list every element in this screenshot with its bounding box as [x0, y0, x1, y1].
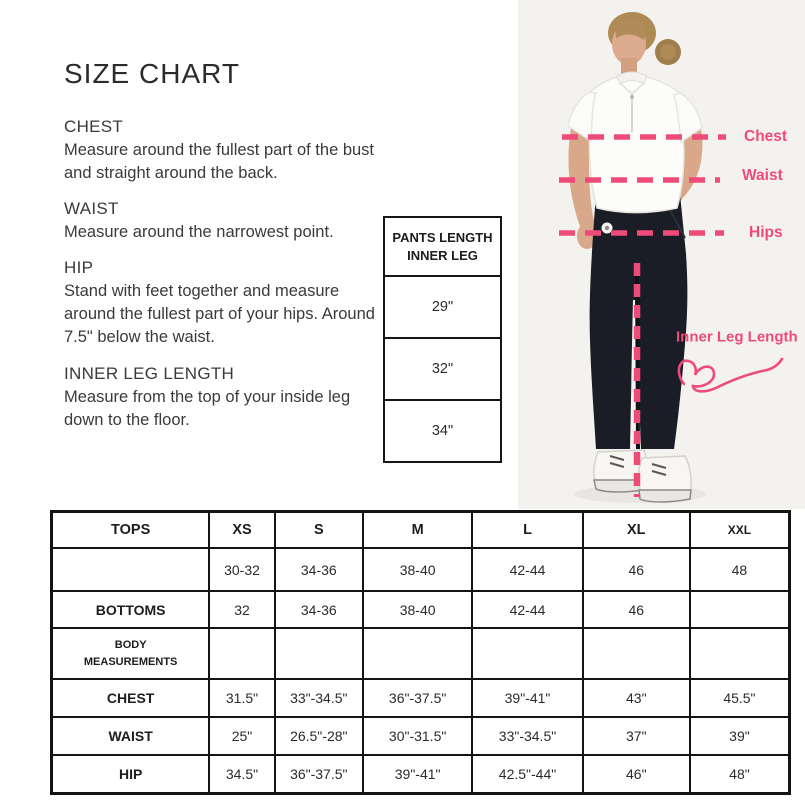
size-table-col-header: L	[473, 513, 583, 549]
size-table-row-label	[53, 549, 210, 592]
size-table-cell: 43"	[584, 680, 691, 718]
size-table-cell: 33"-34.5"	[473, 718, 583, 756]
model-figure-illustration	[518, 0, 805, 509]
instruction-heading: CHEST	[64, 117, 124, 136]
size-table-cell: 38-40	[364, 592, 474, 629]
measurement-instructions	[64, 117, 382, 446]
size-table-cell: 31.5"	[210, 680, 275, 718]
size-table	[50, 510, 791, 795]
size-table-row-label: CHEST	[53, 680, 210, 718]
size-table-cell: 37"	[584, 718, 691, 756]
size-table-cell: 34.5"	[210, 756, 275, 792]
size-table-cell: 33"-34.5"	[276, 680, 364, 718]
size-table-cell: 48	[691, 549, 788, 592]
size-table-col-header: TOPS	[53, 513, 210, 549]
pants-length-table-header	[385, 218, 500, 277]
size-table-col-header: S	[276, 513, 364, 549]
chest-label: Chest	[744, 128, 788, 145]
pants-length-table	[383, 216, 502, 463]
size-table-row-label	[53, 629, 210, 680]
size-table-cell: 32	[210, 592, 275, 629]
size-table-cell: 39"-41"	[473, 680, 583, 718]
size-table-cell: 34-36	[276, 592, 364, 629]
instruction-heading: WAIST	[64, 199, 119, 219]
pants-length-value: 34"	[431, 423, 454, 439]
instruction-waist	[64, 199, 382, 244]
size-table-col-header: XS	[210, 513, 275, 549]
instruction-body: Measure from the top of your inside leg down to the floor.	[64, 387, 351, 429]
inner-leg-label: Inner Leg Length	[676, 328, 798, 346]
size-table-cell: 46"	[584, 756, 691, 792]
size-table-cell	[691, 592, 788, 629]
instruction-hip	[64, 258, 382, 349]
size-table-col-header: XL	[584, 513, 691, 549]
size-table-cell: 30"-31.5"	[364, 718, 474, 756]
body-measurements-label: BODY MEASUREMENTS	[83, 639, 178, 668]
size-table-cell: 45.5"	[691, 680, 788, 718]
size-table-cell: 38-40	[364, 549, 474, 592]
instruction-heading: HIP	[64, 258, 94, 278]
model-photo	[518, 0, 805, 509]
size-table-cell: 26.5"-28"	[276, 718, 364, 756]
instruction-body: Stand with feet together and measure around the fullest part of your hips. Around 7.5" below the waist.	[64, 282, 375, 347]
size-table-cell: 30-32	[210, 549, 275, 592]
instruction-body: Measure around the narrowest point.	[64, 223, 334, 242]
pants-header-line2: INNER LEG	[407, 247, 478, 263]
heart-squiggle-icon	[679, 359, 782, 391]
size-table-cell	[276, 629, 364, 680]
size-table-cell: 39"	[691, 718, 788, 756]
size-table-cell: 46	[584, 549, 691, 592]
instruction-chest	[64, 117, 382, 185]
size-table-cell	[364, 629, 474, 680]
page-title: SIZE CHART	[64, 58, 240, 89]
size-table-cell	[691, 629, 788, 680]
size-table-cell: 46	[584, 592, 691, 629]
instruction-heading: INNER LEG LENGTH	[64, 363, 235, 383]
size-table-cell: 36"-37.5"	[276, 756, 364, 792]
size-table-cell: 34-36	[276, 549, 364, 592]
size-table-col-header: XXL	[691, 513, 788, 549]
hips-label: Hips	[749, 224, 783, 241]
pants-length-value: 29"	[385, 277, 500, 339]
size-table-cell	[210, 629, 275, 680]
instruction-inner-leg	[64, 364, 382, 432]
waist-label: Waist	[742, 167, 783, 184]
size-table-cell: 25"	[210, 718, 275, 756]
size-table-cell: 42-44	[473, 592, 583, 629]
size-table-row-label: HIP	[53, 756, 210, 792]
pants-length-value: 32"	[385, 339, 500, 401]
size-table-cell: 36"-37.5"	[364, 680, 474, 718]
size-table-cell: 42.5"-44"	[473, 756, 583, 792]
size-table-cell: 42-44	[473, 549, 583, 592]
size-table-cell	[473, 629, 583, 680]
size-table-col-header: M	[364, 513, 474, 549]
pants-header-line1: PANTS LENGTH	[392, 229, 493, 245]
size-table-cell: 39"-41"	[364, 756, 474, 792]
size-table-cell	[584, 629, 691, 680]
instruction-body: Measure around the fullest part of the bust and straight around the back.	[64, 141, 375, 183]
size-table-cell: 48"	[691, 756, 788, 792]
size-table-row-label: BOTTOMS	[53, 592, 210, 629]
size-table-row-label: WAIST	[53, 718, 210, 756]
